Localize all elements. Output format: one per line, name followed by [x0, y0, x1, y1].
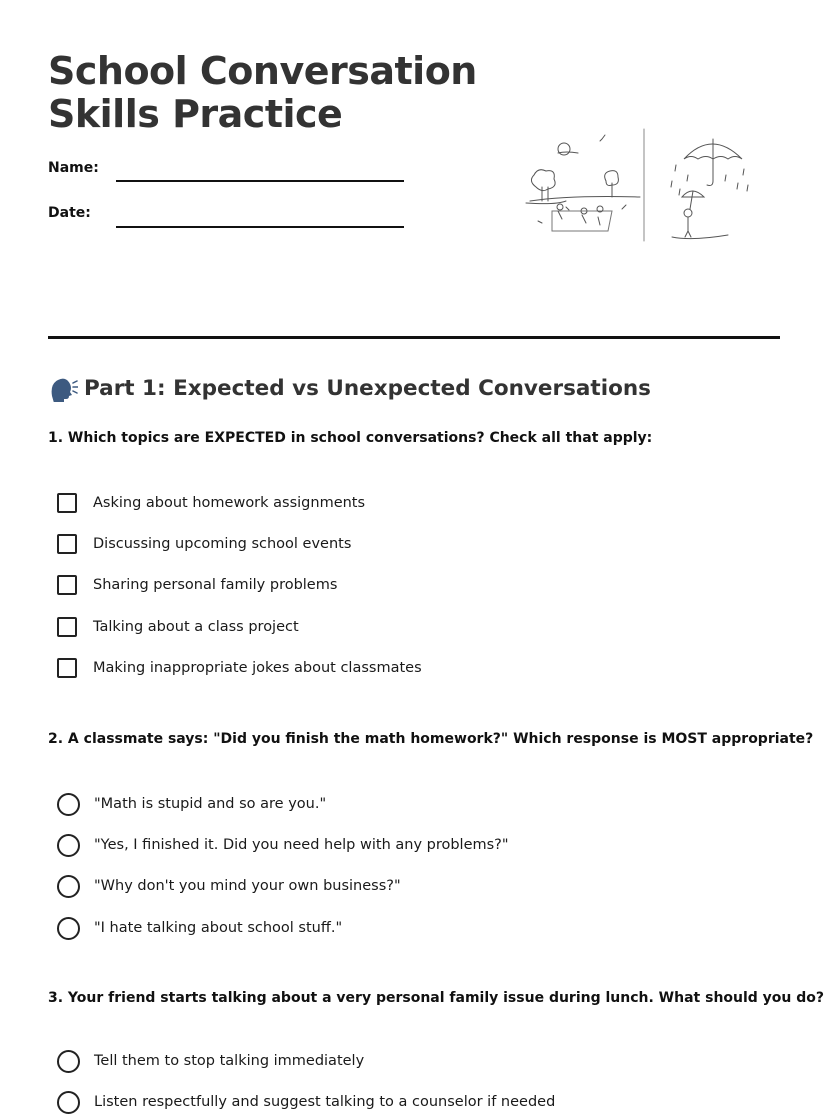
radio-button[interactable]	[57, 875, 80, 898]
date-field-line[interactable]	[116, 226, 404, 228]
playground-and-rain-illustration	[522, 125, 752, 245]
section-divider	[48, 336, 780, 339]
option-label: Sharing personal family problems	[93, 577, 338, 593]
radio-button[interactable]	[57, 917, 80, 940]
option-label: "Why don't you mind your own business?"	[94, 878, 401, 894]
checkbox[interactable]	[57, 617, 77, 637]
q2-option[interactable]	[57, 915, 342, 941]
option-label: Asking about homework assignments	[93, 495, 366, 511]
q1-option[interactable]	[57, 655, 422, 681]
option-label: Talking about a class project	[93, 619, 299, 635]
q2-option[interactable]	[57, 873, 401, 899]
checkbox[interactable]	[57, 575, 77, 595]
part-1-heading-text: Part 1: Expected vs Unexpected Conversations	[84, 375, 651, 401]
name-label: Name:	[48, 160, 99, 176]
question-3: 3. Your friend starts talking about a very personal family issue during lunch. What should you do?	[48, 990, 825, 1006]
name-field-line[interactable]	[116, 180, 404, 182]
q2-option[interactable]	[57, 791, 326, 817]
q2-option[interactable]	[57, 832, 509, 858]
date-label: Date:	[48, 205, 91, 221]
title-line-2: Skills Practice	[48, 92, 343, 136]
q3-option[interactable]	[57, 1089, 555, 1115]
option-label: "I hate talking about school stuff."	[94, 920, 343, 936]
q1-option[interactable]	[57, 490, 365, 516]
title-line-1: School Conversation	[48, 49, 477, 93]
checkbox[interactable]	[57, 534, 77, 554]
question-1: 1. Which topics are EXPECTED in school conversations? Check all that apply:	[48, 430, 653, 446]
checkbox[interactable]	[57, 658, 77, 678]
option-label: Making inappropriate jokes about classmates	[93, 660, 422, 676]
q1-option[interactable]	[57, 572, 337, 598]
option-label: "Yes, I finished it. Did you need help with any problems?"	[94, 837, 509, 853]
radio-button[interactable]	[57, 834, 80, 857]
page-title	[48, 50, 477, 136]
checkbox[interactable]	[57, 493, 77, 513]
part-1-heading	[48, 374, 651, 402]
option-label: "Math is stupid and so are you."	[94, 796, 327, 812]
q3-option[interactable]	[57, 1048, 364, 1074]
q1-option[interactable]	[57, 614, 299, 640]
radio-button[interactable]	[57, 1091, 80, 1114]
option-label: Tell them to stop talking immediately	[94, 1053, 365, 1069]
radio-button[interactable]	[57, 793, 80, 816]
question-2: 2. A classmate says: "Did you finish the math homework?" Which response is MOST appropriate?	[48, 731, 814, 747]
speaking-head-icon	[48, 374, 78, 402]
radio-button[interactable]	[57, 1050, 80, 1073]
q1-option[interactable]	[57, 531, 351, 557]
option-label: Listen respectfully and suggest talking to a counselor if needed	[94, 1094, 556, 1110]
option-label: Discussing upcoming school events	[93, 536, 352, 552]
